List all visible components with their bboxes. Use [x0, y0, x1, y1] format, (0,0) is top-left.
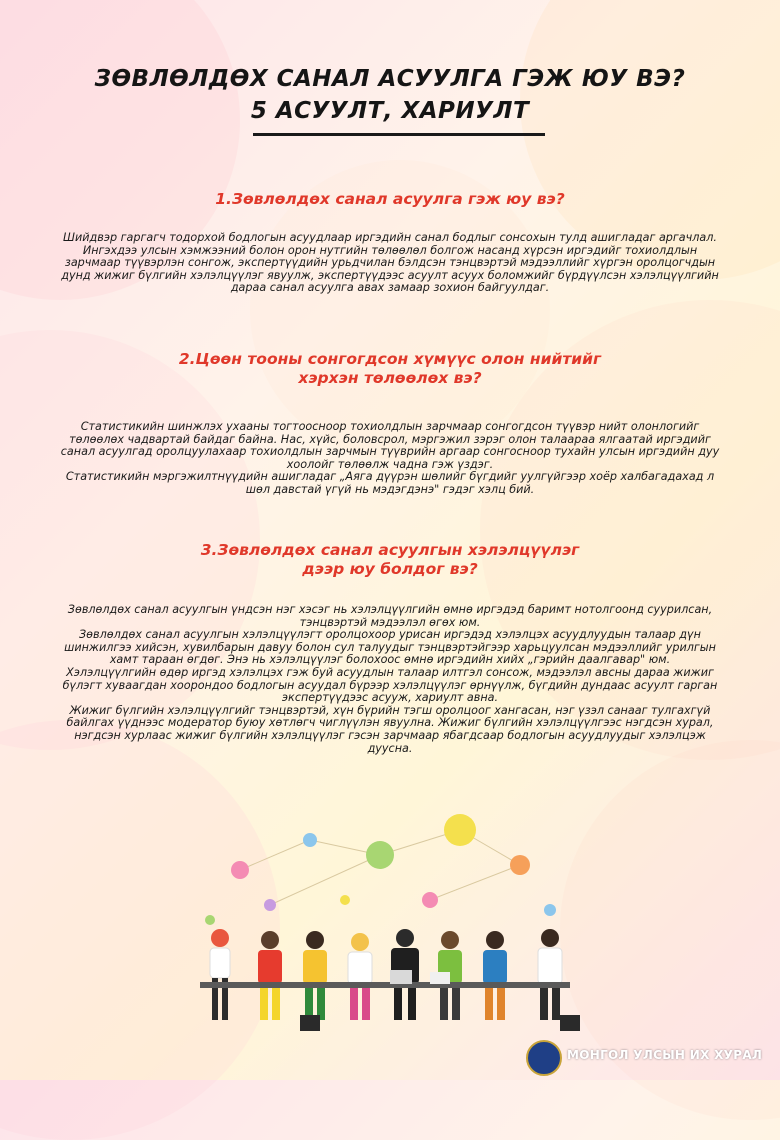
- section-2-heading: [0, 350, 780, 388]
- parliament-emblem-icon: [526, 1040, 562, 1076]
- section-3-paragraph: Зөвлөлдөх санал асуулгын үндсэн нэг хэсэг нь хэлэлцүүлгийн өмнө иргэдэд баримт нотолгоонд суурилсан, тэнцвэртэй мэдээлэл өгөх юм.: [67, 603, 713, 629]
- section-2-body: [60, 421, 720, 497]
- person: [348, 933, 372, 1020]
- bubble: [303, 833, 317, 847]
- bubble: [510, 855, 530, 875]
- meeting-table: [200, 982, 570, 988]
- people: [210, 929, 562, 1020]
- person: [303, 931, 327, 1020]
- bubble: [231, 861, 249, 879]
- section-2-paragraph: Статистикийн шинжлэх ухааны тогтоосноор тохиолдлын зарчмаар сонгогдсон түүвэр нийт олонлогийг төлөөлөх чадвартай байдаг байна. Нас, хүйс, боловсрол, мэргэжил зэрэг олон талаараа ялгаатай иргэдийг санал асуулгад оролцуулахаар тохиолдлын зарчмын түүврийн аргаар сонгосноор тухайн улсын иргэдийн дуу хоолойг төлөөлж чадна гэж үздэг.: [60, 420, 720, 471]
- person: [538, 929, 562, 1020]
- footer-organization-name: МОНГОЛ УЛСЫН ИХ ХУРАЛ: [567, 1048, 763, 1062]
- section-3-body: [60, 604, 720, 755]
- section-1-heading: [0, 190, 780, 209]
- bubble: [544, 904, 556, 916]
- section-2-paragraph: Статистикийн мэргэжилтнүүдийн ашигладаг „Аяга дүүрэн шөлийг бүгдийг уулгүйгээр хоёр халбагадахад л шөл давстай үгүй нь мэдэгдэнэ" гэдэг хэлц бий.: [65, 470, 715, 496]
- title-underline: [253, 133, 545, 136]
- section-2-heading-line: 2.Цөөн тооны сонгогдсон хүмүүс олон нийтийг: [178, 350, 602, 368]
- person: [483, 931, 507, 1020]
- people-at-table-illustration: [180, 810, 600, 1040]
- person: [210, 929, 230, 1020]
- section-1-body: [60, 232, 720, 295]
- person: [258, 931, 282, 1020]
- bubble: [340, 895, 350, 905]
- bubble: [444, 814, 476, 846]
- section-1-paragraph: Ингэхдээ улсын хэмжээний болон орон нутгийн төлөөлөл болгож насанд хүрсэн иргэдийг тохиолдлын зарчмаар түүвэрлэн сонгож, экспертүүдийн урьдчилан бэлдсэн тэнцвэртэй мэдээллийг хүргэн оролцогчдын дунд жижиг бүлгийн хэлэлцүүлэг явуулж, экспертүүдээс асуулт асуух боломжийг бүрдүүлсэн хэлэлцүүлгийн дараа санал асуулга авах замаар зохион байгуулдаг.: [61, 243, 719, 295]
- document-title: ЗӨВЛӨЛДӨХ САНАЛ АСУУЛГА ГЭЖ ЮУ ВЭ?: [94, 66, 686, 92]
- section-1-paragraph: Шийдвэр гаргагч тодорхой бодлогын асуудлаар иргэдийн санал бодлыг сонсохын тулд ашигладаг аргачлал.: [63, 231, 717, 244]
- section-1-heading-line: 1.Зөвлөлдөх санал асуулга гэж юу вэ?: [215, 190, 565, 208]
- bubble: [205, 915, 215, 925]
- document-subtitle: 5 АСУУЛТ, ХАРИУЛТ: [250, 98, 530, 124]
- bag-icon: [300, 1015, 320, 1031]
- section-3-heading-line: 3.Зөвлөлдөх санал асуулгын хэлэлцүүлэг: [200, 541, 580, 559]
- section-2-heading-line: хэрхэн төлөөлөх вэ?: [298, 369, 482, 387]
- section-3-paragraph: Хэлэлцүүлгийн өдөр иргэд хэлэлцэх гэж буй асуудлын талаар илтгэл сонсож, мэдээлэл авсны дараа жижиг бүлэгт хуваагдан хоорондоо бодлогын асуудал бүрээр хэлэлцүүлэг өрнүүлж, бүгдийн дундаас асуулт гарган экспертүүдээс асууж, хариулт авна.: [62, 665, 718, 705]
- bubble: [366, 841, 394, 869]
- idea-bubbles: [205, 814, 556, 925]
- laptop-icon: [430, 972, 450, 984]
- bag-icon: [560, 1015, 580, 1031]
- section-3-paragraph: Зөвлөлдөх санал асуулгын хэлэлцүүлэгт оролцохоор урисан иргэдэд хэлэлцэх асуудлуудын талаар дүн шинжилгээ хийсэн, хувилбарын давуу болон сул талуудыг тэнцвэртэйгээр харьцуулсан мэдээллийг урилгын хамт тараан өгдөг. Энэ нь хэлэлцүүлэг болохоос өмнө иргэдийн хийх „гэрийн даалгавар" юм.: [64, 628, 716, 667]
- section-3-heading: [0, 541, 780, 579]
- bubble: [264, 899, 276, 911]
- laptop-icon: [390, 970, 412, 984]
- section-3-heading-line: дээр юу болдог вэ?: [302, 560, 478, 578]
- bubble: [422, 892, 438, 908]
- section-3-paragraph: Жижиг бүлгийн хэлэлцүүлгийг тэнцвэртэй, хүн бүрийн тэгш оролцоог хангасан, нэг үзэл санааг тулгахгүй байлгах үүднээс модератор буюу хөтлөгч чиглүүлэн явуулна. Жижиг бүлгийн хэлэлцүүлгээс нэгдсэн хурал, нэгдсэн хурлаас жижиг бүлгийн хэлэлцүүлэг гэсэн зарчмаар ябагдсаар бодлогын асуудлуудыг хэлэлцэж дуусна.: [66, 703, 714, 755]
